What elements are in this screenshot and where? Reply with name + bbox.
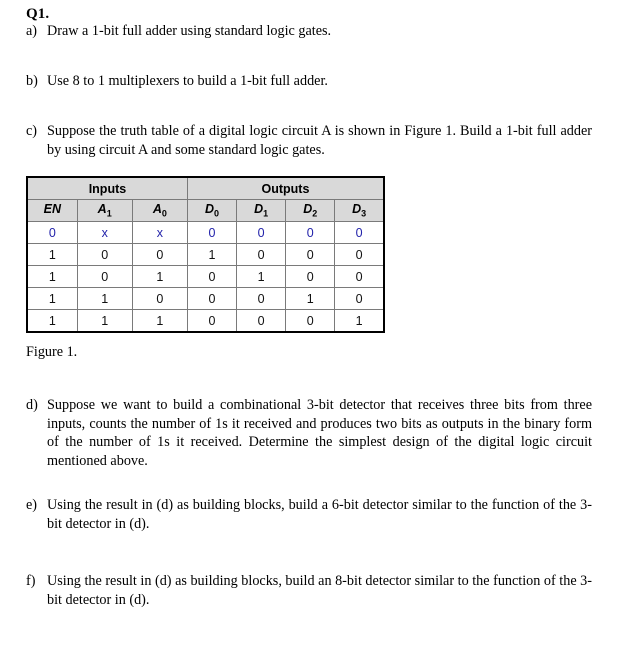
list-item-a [26,22,592,41]
column-header-a1-base: A [97,202,107,217]
figure-caption: Figure 1. [26,344,78,360]
cell-d0: 0 [187,288,236,310]
cell-d2: 0 [286,266,335,288]
column-header-a0-sub: 0 [161,208,167,219]
column-header-a1-sub: 1 [106,208,112,219]
cell-a0: x [132,222,187,244]
cell-d0: 0 [187,222,236,244]
column-header-a0-base: A [152,202,162,217]
cell-d0: 0 [187,266,236,288]
list-marker-b: b) [26,73,38,89]
list-text-c: Suppose the truth table of a digital logic circuit A is shown in Figure 1. Build a 1-bit full adder by using circuit A and some standard logic gates. [47,123,592,158]
column-header-a1 [77,200,132,222]
cell-d3: 0 [335,222,384,244]
column-header-d1 [237,200,286,222]
list-text-d: Suppose we want to build a combinational 3-bit detector that receives three bits from three inputs, counts the number of 1s it received and produces two bits as outputs in the binary form of the number of 1s it received. Determine the simplest design of the digital logic circuit mentioned above. [47,397,592,469]
table-row [27,266,384,288]
cell-a1: 0 [77,244,132,266]
list-marker-f: f) [26,573,36,589]
column-header-d0 [187,200,236,222]
table-group-header-row [27,177,384,200]
cell-en: 1 [27,310,77,333]
cell-a0: 0 [132,244,187,266]
figure-1-truth-table [26,176,385,333]
cell-d0: 0 [187,310,236,333]
list-item-f [26,572,592,609]
cell-d0: 1 [187,244,236,266]
cell-a1: 1 [77,310,132,333]
column-header-d0-sub: 0 [213,208,219,219]
list-text-a: Draw a 1-bit full adder using standard logic gates. [47,23,332,39]
column-header-d3-base: D [352,202,362,217]
column-header-d2 [286,200,335,222]
table-column-header-row [27,200,384,222]
cell-d3: 0 [335,266,384,288]
cell-a0: 0 [132,288,187,310]
group-header-outputs: Outputs [187,177,384,200]
column-header-a0 [132,200,187,222]
list-marker-a: a) [26,23,38,39]
cell-d2: 1 [286,288,335,310]
table-row [27,222,384,244]
column-header-en-base: EN [43,202,61,217]
list-item-e [26,496,592,533]
column-header-d1-sub: 1 [263,208,269,219]
cell-d1: 0 [237,244,286,266]
column-header-d2-base: D [303,202,313,217]
table-row [27,288,384,310]
cell-en: 0 [27,222,77,244]
cell-d1: 0 [237,288,286,310]
list-marker-d: d) [26,397,38,413]
cell-en: 1 [27,244,77,266]
cell-d3: 0 [335,244,384,266]
cell-a0: 1 [132,310,187,333]
list-marker-e: e) [26,497,38,513]
truth-table [26,176,385,333]
list-text-f: Using the result in (d) as building blocks, build an 8-bit detector similar to the function of the 3-bit detector in (d). [47,573,592,608]
cell-d2: 0 [286,310,335,333]
list-item-b [26,72,592,91]
cell-en: 1 [27,266,77,288]
list-marker-c: c) [26,123,38,139]
cell-d3: 0 [335,288,384,310]
cell-d1: 1 [237,266,286,288]
table-row [27,310,384,333]
column-header-d3 [335,200,384,222]
column-header-d2-sub: 2 [312,208,318,219]
cell-a0: 1 [132,266,187,288]
list-text-b: Use 8 to 1 multiplexers to build a 1-bit full adder. [47,73,328,89]
cell-d1: 0 [237,310,286,333]
group-header-inputs: Inputs [27,177,187,200]
table-row [27,244,384,266]
question-heading: Q1. [26,6,50,22]
cell-a1: 1 [77,288,132,310]
column-header-en [27,200,77,222]
cell-d2: 0 [286,222,335,244]
list-item-c [26,122,592,159]
column-header-d1-base: D [254,202,264,217]
list-text-e: Using the result in (d) as building blocks, build a 6-bit detector similar to the function of the 3-bit detector in (d). [47,497,592,532]
cell-d3: 1 [335,310,384,333]
cell-a1: x [77,222,132,244]
cell-d1: 0 [237,222,286,244]
list-item-d [26,396,592,470]
column-header-d3-sub: 3 [361,208,367,219]
cell-en: 1 [27,288,77,310]
cell-d2: 0 [286,244,335,266]
column-header-d0-base: D [204,202,214,217]
cell-a1: 0 [77,266,132,288]
